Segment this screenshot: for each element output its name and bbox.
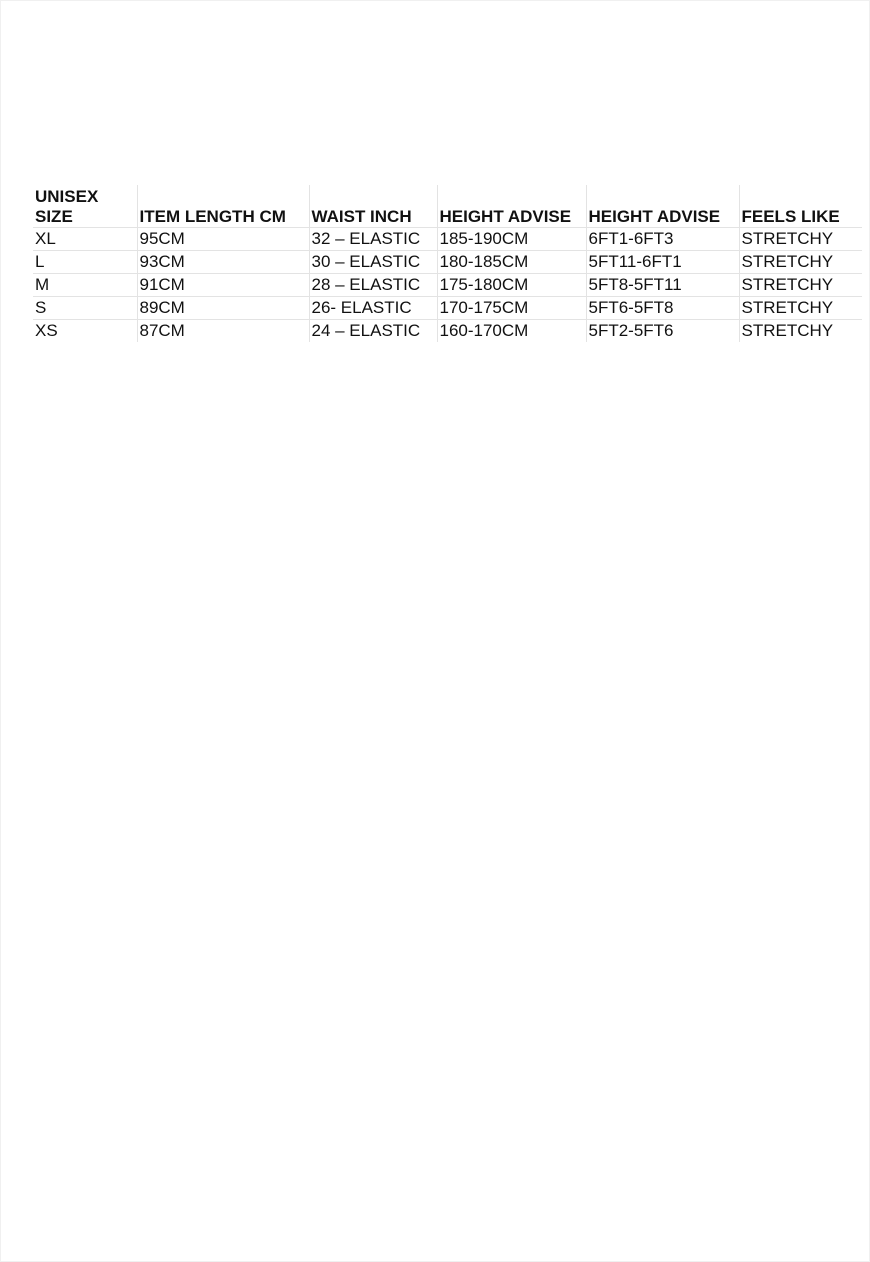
cell-height-ft: 5FT2-5FT6	[586, 320, 739, 343]
header-size-line1: UNISEX	[35, 187, 99, 206]
cell-size: M	[33, 274, 137, 297]
cell-size: S	[33, 297, 137, 320]
header-feels-like: FEELS LIKE	[739, 185, 862, 228]
cell-size: XS	[35, 321, 58, 340]
cell-waist: 32 – ELASTIC	[309, 228, 437, 251]
header-waist: WAIST INCH	[309, 185, 437, 228]
table-row	[33, 297, 862, 320]
table-row	[33, 228, 862, 251]
cell-height-cm: 170-175CM	[437, 297, 586, 320]
cell-height-ft: 5FT6-5FT8	[586, 297, 739, 320]
table-row	[33, 320, 862, 343]
cell-height-cm: 160-170CM	[437, 320, 586, 343]
cell-waist: 26- ELASTIC	[309, 297, 437, 320]
cell-height-ft: 5FT8-5FT11	[586, 274, 739, 297]
cell-height-ft: 5FT11-6FT1	[586, 251, 739, 274]
cell-feels-like: STRETCHY	[739, 228, 862, 251]
cell-waist: 28 – ELASTIC	[309, 274, 437, 297]
cell-size: L	[33, 251, 137, 274]
cell-feels-like: STRETCHY	[739, 251, 862, 274]
cell-item-length: 93CM	[137, 251, 309, 274]
cell-feels-like: STRETCHY	[739, 297, 862, 320]
header-size-line2: SIZE	[35, 207, 73, 226]
header-row	[33, 185, 862, 228]
cell-item-length: 89CM	[137, 297, 309, 320]
cell-height-cm: 175-180CM	[437, 274, 586, 297]
header-height-cm: HEIGHT ADVISE	[437, 185, 586, 228]
cell-item-length: 95CM	[137, 228, 309, 251]
cell-size: XL	[33, 228, 137, 251]
cell-feels-like: STRETCHY	[739, 274, 862, 297]
size-chart-table	[33, 185, 862, 342]
header-size	[33, 185, 137, 228]
cell-feels-like: STRETCHY	[739, 320, 862, 343]
cell-height-cm: 185-190CM	[437, 228, 586, 251]
cell-item-length: 87CM	[137, 320, 309, 343]
cell-waist: 24 – ELASTIC	[309, 320, 437, 343]
cell-waist: 30 – ELASTIC	[309, 251, 437, 274]
cell-item-length: 91CM	[137, 274, 309, 297]
cell-height-cm: 180-185CM	[437, 251, 586, 274]
header-item-length: ITEM LENGTH CM	[137, 185, 309, 228]
table-row	[33, 274, 862, 297]
header-height-ft: HEIGHT ADVISE	[586, 185, 739, 228]
cell-height-ft: 6FT1-6FT3	[586, 228, 739, 251]
table-row	[33, 251, 862, 274]
